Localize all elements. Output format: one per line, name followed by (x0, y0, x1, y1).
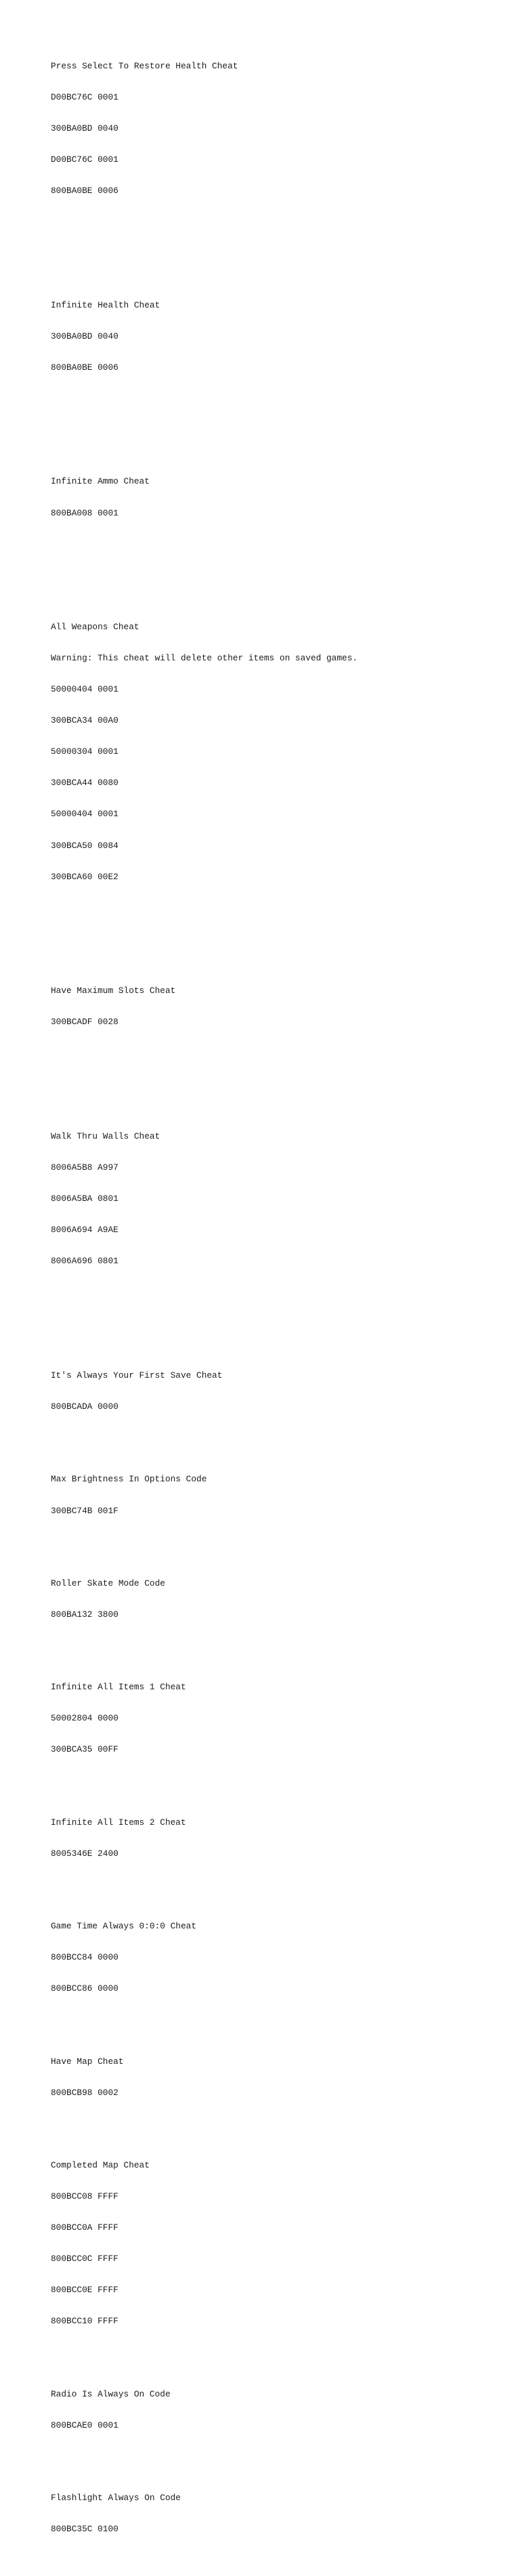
cheat-title: Max Brightness In Options Code (51, 1474, 207, 1485)
code-line: 800BCADA 0000 (51, 1401, 118, 1412)
cheat-block (51, 601, 511, 903)
code-line: 800BC35C 0100 (51, 2524, 118, 2535)
code-line: 8006A5B8 A997 (51, 1162, 118, 1173)
code-line: 50000404 0001 (51, 684, 118, 695)
code-line: 8005346E 2400 (51, 1848, 118, 1859)
code-line: 800BCC84 0000 (51, 1952, 118, 1963)
cheat-title: Infinite All Items 2 Cheat (51, 1817, 186, 1828)
cheat-block (51, 1901, 511, 2015)
code-line: 800BCC10 FFFF (51, 2316, 118, 2327)
cheat-block (51, 1454, 511, 1537)
code-line: 300BCA50 0084 (51, 840, 118, 851)
blank-line (51, 238, 511, 248)
code-line: 50000404 0001 (51, 809, 118, 820)
cheat-block (51, 2368, 511, 2451)
code-line: 300BCADF 0028 (51, 1017, 118, 1028)
cheat-block (51, 456, 511, 539)
code-line: D00BC76C 0001 (51, 154, 118, 165)
code-line: 8006A694 A9AE (51, 1225, 118, 1236)
cheat-code-document (51, 9, 511, 2576)
cheat-block (51, 1349, 511, 1433)
cheat-block (51, 1796, 511, 1880)
cheat-block (51, 40, 511, 217)
blank-line (51, 923, 511, 933)
cheat-block (51, 965, 511, 1049)
cheat-warning: Warning: This cheat will delete other items on saved games. (51, 653, 358, 664)
cheat-title: Radio Is Always On Code (51, 2388, 171, 2399)
cheat-block (51, 279, 511, 394)
cheat-title: Infinite Ammo Cheat (51, 476, 150, 487)
code-line: 300BCA60 00E2 (51, 871, 118, 882)
code-line: 50000304 0001 (51, 746, 118, 757)
code-line: 800BA132 3800 (51, 1609, 118, 1620)
code-line: 800BA008 0001 (51, 507, 118, 518)
blank-line (51, 1308, 511, 1318)
code-line: 800BCB98 0002 (51, 2087, 118, 2098)
code-line: 8006A696 0801 (51, 1256, 118, 1267)
code-line: 300BCA34 00A0 (51, 715, 118, 726)
cheat-title: Roller Skate Mode Code (51, 1578, 165, 1588)
cheat-title: It's Always Your First Save Cheat (51, 1370, 223, 1381)
cheat-block (51, 1662, 511, 1776)
code-line: D00BC76C 0001 (51, 91, 118, 102)
cheat-title: Infinite All Items 1 Cheat (51, 1682, 186, 1693)
code-line: 300BCA35 00FF (51, 1744, 118, 1755)
blank-line (51, 559, 511, 570)
code-line: 300BCA44 0080 (51, 778, 118, 788)
code-line: 50002804 0000 (51, 1713, 118, 1724)
cheat-title: Have Maximum Slots Cheat (51, 986, 176, 996)
cheat-title: Infinite Health Cheat (51, 299, 160, 310)
cheat-block (51, 2139, 511, 2347)
code-line: 800BCC86 0000 (51, 1983, 118, 1994)
code-line: 300BA0BD 0040 (51, 331, 118, 341)
cheat-title: Have Map Cheat (51, 2056, 124, 2067)
code-line: 800BA0BE 0006 (51, 362, 118, 373)
code-line: 8006A5BA 0801 (51, 1194, 118, 1204)
code-line: 800BCAE0 0001 (51, 2420, 118, 2430)
cheat-title: Press Select To Restore Health Cheat (51, 60, 238, 71)
cheat-title: Completed Map Cheat (51, 2160, 150, 2171)
cheat-title: Walk Thru Walls Cheat (51, 1131, 160, 1142)
blank-line (51, 1069, 511, 1079)
cheat-block (51, 2035, 511, 2119)
code-line: 800BCC0E FFFF (51, 2285, 118, 2296)
blank-line (51, 414, 511, 424)
code-line: 800BCC0C FFFF (51, 2254, 118, 2264)
cheat-title: Game Time Always 0:0:0 Cheat (51, 1921, 197, 1932)
cheat-block (51, 1557, 511, 1641)
code-line: 300BA0BD 0040 (51, 123, 118, 133)
code-line: 300BC74B 001F (51, 1505, 118, 1516)
cheat-title: Flashlight Always On Code (51, 2493, 181, 2504)
code-line: 800BCC0A FFFF (51, 2222, 118, 2233)
cheat-block (51, 1110, 511, 1287)
cheat-title: All Weapons Cheat (51, 622, 139, 633)
cheat-block (51, 2472, 511, 2555)
code-line: 800BCC08 FFFF (51, 2191, 118, 2202)
code-line: 800BA0BE 0006 (51, 185, 118, 196)
